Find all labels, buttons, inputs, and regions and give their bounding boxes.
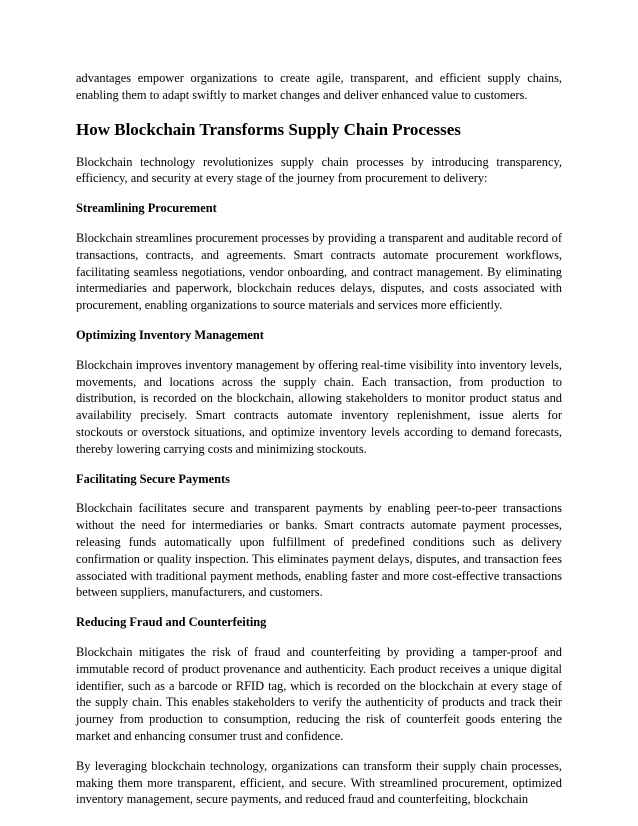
intro-continuation-paragraph: advantages empower organizations to create agile, transparent, and efficient supply chains, enabling them to adapt swiftly to market changes and deliver enhanced value to customers. bbox=[76, 71, 562, 102]
subsection-body-fraud: Blockchain mitigates the risk of fraud and counterfeiting by providing a tamper-proof and immutable record of product provenance and authenticity. Each product receives a unique digital identifier, such as a barcode or RFID tag, which is recorded on the blockchain at every stage of the supply chain. This enables stakeholders to verify the authenticity of products and track their journey from production to consumption, reducing the risk of counterfeit goods entering the market and enhancing consumer trust and confidence. bbox=[76, 644, 562, 743]
section-intro-paragraph: Blockchain technology revolutionizes supply chain processes by introducing transparency, efficiency, and security at every stage of the journey from procurement to delivery: bbox=[76, 154, 562, 186]
subsection-body-inventory: Blockchain improves inventory management by offering real-time visibility into inventory levels, movements, and locations across the supply chain. Each transaction, from production to distribution, is recorded on the blockchain, allowing stakeholders to monitor product status and availability precisely. Smart contracts automate inventory replenishment, issue alerts for stockouts or overstock situations, and optimize inventory levels according to demand forecasts, thereby lowering carrying costs and minimizing stockouts. bbox=[76, 357, 562, 456]
closing-paragraph: By leveraging blockchain technology, organizations can transform their supply chain processes, making them more transparent, efficient, and secure. With streamlined procurement, optimized inventory management, secure payments, and reduced fraud and counterfeiting, blockchain bbox=[76, 758, 562, 807]
subsection-body-procurement: Blockchain streamlines procurement processes by providing a transparent and auditable record of transactions, contracts, and agreements. Smart contracts automate procurement workflows, facilitating seamless negotiations, vendor onboarding, and contract management. By eliminating intermediaries and paperwork, blockchain reduces delays, disputes, and costs associated with procurement, enabling organizations to source materials and services more efficiently. bbox=[76, 230, 562, 313]
subsection-heading-inventory: Optimizing Inventory Management bbox=[76, 327, 264, 342]
subsection-heading-payments: Facilitating Secure Payments bbox=[76, 471, 230, 486]
subsection-heading-procurement: Streamlining Procurement bbox=[76, 201, 217, 216]
subsection-heading-fraud: Reducing Fraud and Counterfeiting bbox=[76, 615, 267, 630]
section-title: How Blockchain Transforms Supply Chain Processes bbox=[76, 119, 461, 139]
subsection-body-payments: Blockchain facilitates secure and transparent payments by enabling peer-to-peer transactions without the need for intermediaries or banks. Smart contracts automate payment processes, releasing funds automatically upon fulfillment of predefined conditions such as delivery confirmation or quality inspection. This eliminates payment delays, disputes, and transaction fees associated with traditional payment methods, enabling faster and more cost-effective transactions between suppliers, manufacturers, and customers. bbox=[76, 501, 562, 600]
